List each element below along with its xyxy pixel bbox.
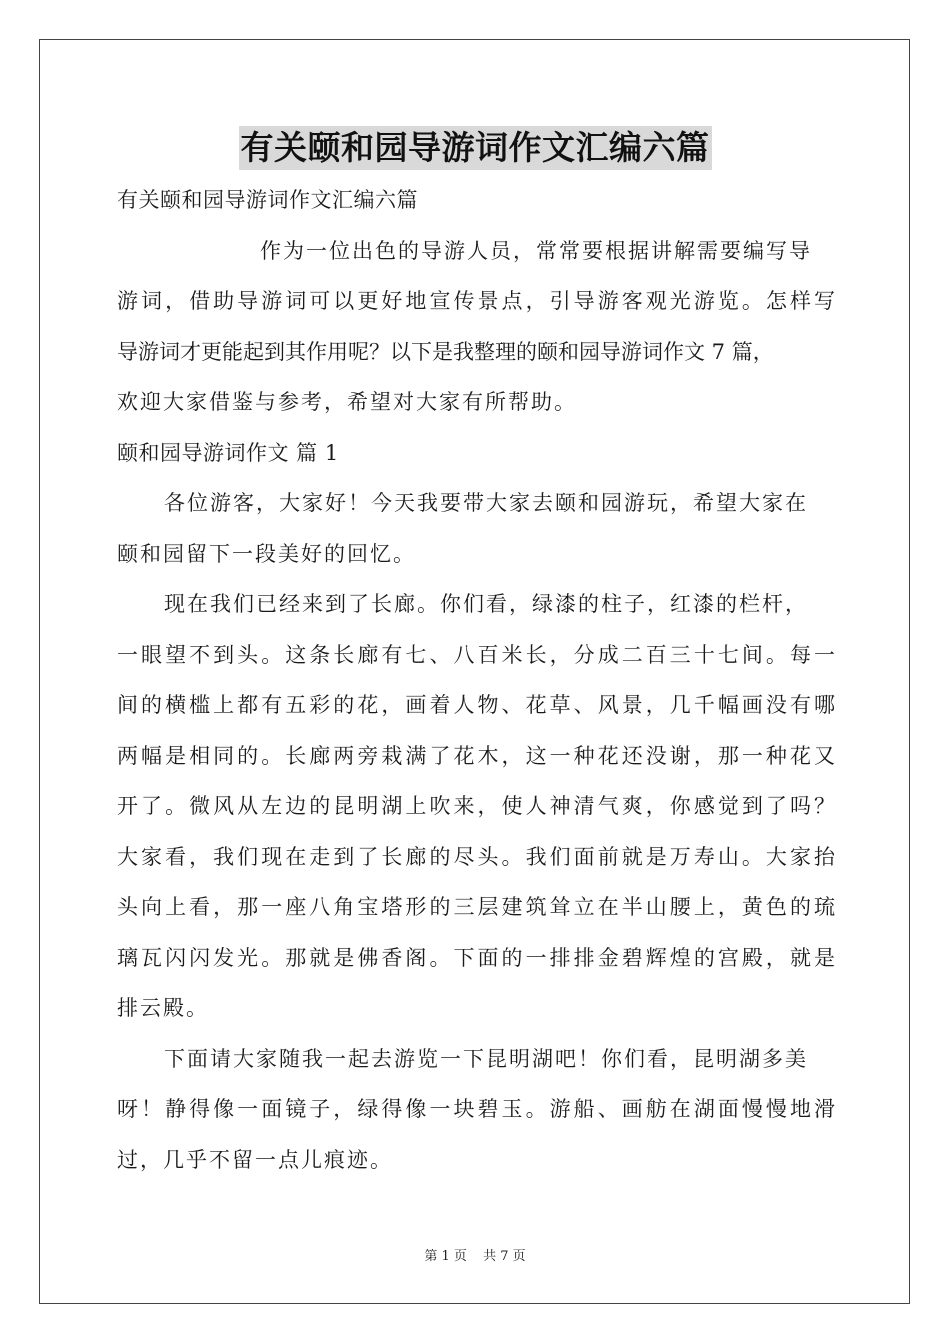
- section-heading: 颐和园导游词作文 篇 1: [117, 440, 339, 465]
- paragraph-line: 排云殿。: [117, 996, 209, 1020]
- paragraph-line: 两幅是相同的。长廊两旁栽满了花木，这一种花还没谢，那一种花又: [117, 743, 835, 768]
- paragraph-line: 一眼望不到头。这条长廊有七、八百米长，分成二百三十七间。每一: [117, 642, 835, 667]
- page-number: 第 1 页: [424, 1249, 467, 1264]
- document-body: [117, 175, 835, 1185]
- paragraph-line: 璃瓦闪闪发光。那就是佛香阁。下面的一排排金碧辉煌的宫殿，就是: [117, 945, 835, 970]
- paragraph-line: 大家看，我们现在走到了长廊的尽头。我们面前就是万寿山。大家抬: [117, 844, 835, 869]
- paragraph-line: 开了。微风从左边的昆明湖上吹来，使人神清气爽，你感觉到了吗？: [117, 794, 835, 818]
- paragraph-line: 作为一位出色的导游人员，常常要根据讲解需要编写导: [260, 238, 812, 263]
- title-container: [0, 126, 950, 170]
- paragraph-line: 欢迎大家借鉴与参考，希望对大家有所帮助。: [117, 390, 577, 414]
- paragraph-line: 间的横槛上都有五彩的花，画着人物、花草、风景，几千幅画没有哪: [117, 693, 835, 717]
- paragraph-line: 颐和园留下一段美好的回忆。: [117, 541, 416, 566]
- paragraph-line: 下面请大家随我一起去游览一下昆明湖吧！你们看，昆明湖多美: [164, 1046, 808, 1071]
- paragraph-line: 导游词才更能起到其作用呢？以下是我整理的颐和园导游词作文 7 篇，: [117, 339, 774, 364]
- document-title: 有关颐和园导游词作文汇编六篇: [239, 126, 712, 170]
- page-footer: [0, 1245, 950, 1264]
- paragraph-line: 游词，借助导游词可以更好地宣传景点，引导游客观光游览。怎样写: [117, 289, 835, 313]
- paragraph-line: 各位游客，大家好！今天我要带大家去颐和园游玩，希望大家在: [164, 491, 808, 515]
- paragraph-line: 现在我们已经来到了长廊。你们看，绿漆的柱子，红漆的栏杆，: [164, 592, 808, 616]
- paragraph-line: 头向上看，那一座八角宝塔形的三层建筑耸立在半山腰上，黄色的琉: [117, 895, 835, 919]
- page-total: 共 7 页: [483, 1249, 526, 1264]
- subtitle-line: 有关颐和园导游词作文汇编六篇: [117, 188, 418, 212]
- paragraph-line: 过，几乎不留一点儿痕迹。: [117, 1147, 393, 1172]
- paragraph-line: 呀！静得像一面镜子，绿得像一块碧玉。游船、画舫在湖面慢慢地滑: [117, 1097, 835, 1121]
